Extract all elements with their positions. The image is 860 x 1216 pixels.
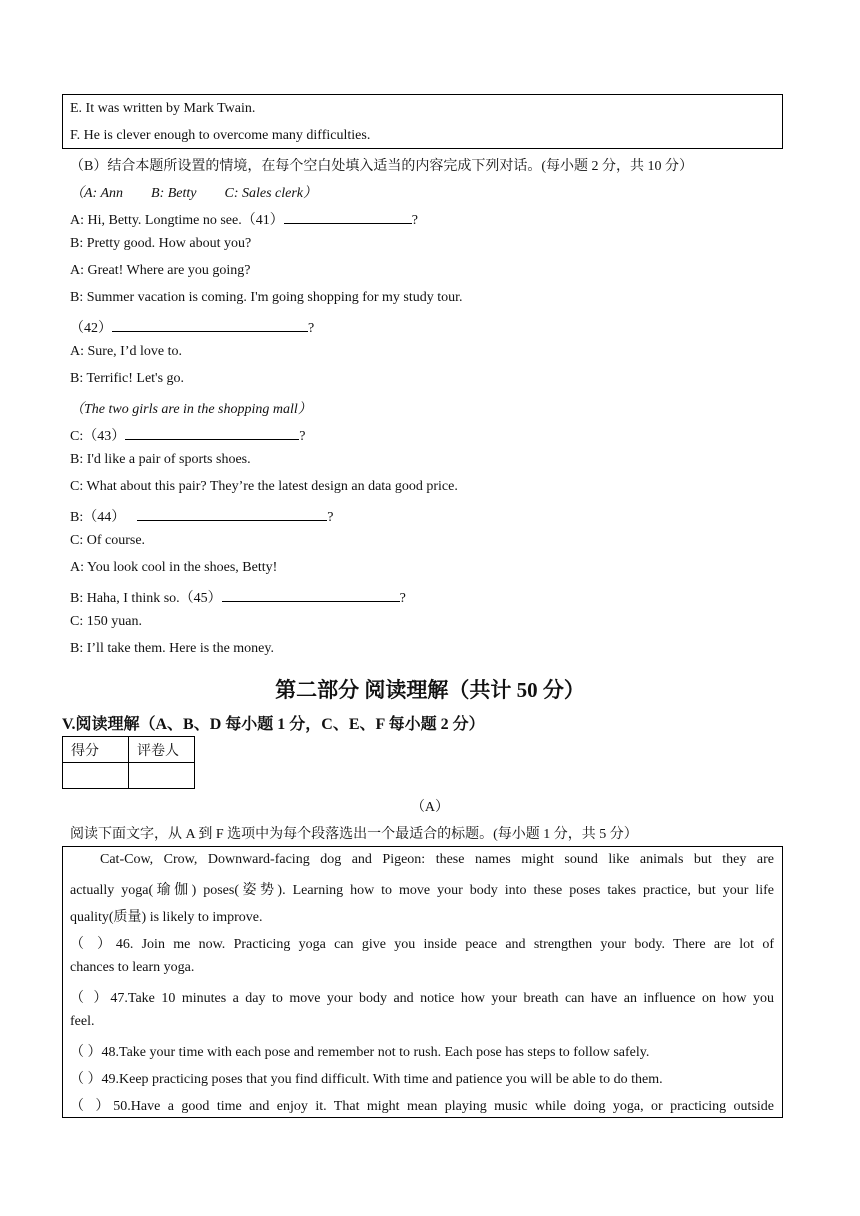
question-49: （ ）49.Keep practicing poses that you find difficult. With time and patience you will be able to do them. xyxy=(70,1072,663,1087)
section-a-instruction: 阅读下面文字，从 A 到 F 选项中为每个段落选出一个最适合的标题。(每小题 1 分，共 5 分） xyxy=(70,827,638,842)
question-mark: ? xyxy=(411,213,418,228)
question-46: （ ）46. Join me now. Practicing yoga can give you inside peace and strengthen your body. There are lot of xyxy=(70,937,774,952)
answer-blank-42[interactable] xyxy=(112,317,308,332)
question-48: （ ）48.Take your time with each pose and remember not to rush. Each pose has steps to follow safely. xyxy=(70,1045,650,1060)
dialogue-line: B: Terrific! Let's go. xyxy=(70,371,185,386)
passage-line: Cat-Cow, Crow, Downward-facing dog and Pigeon: these names might sound like animals but they are xyxy=(100,852,774,867)
section-b-instruction: （B）结合本题所设置的情境，在每个空白处填入适当的内容完成下列对话。(每小题 2 分，共 10 分） xyxy=(70,159,693,174)
dialogue-text: B:（44） xyxy=(70,510,126,525)
option-e: E. It was written by Mark Twain. xyxy=(70,101,256,116)
dialogue-text: （42） xyxy=(70,321,112,336)
dialogue-line: B: I’ll take them. Here is the money. xyxy=(70,641,274,656)
dialogue-line: A: Sure, I’d love to. xyxy=(70,344,182,359)
dialogue-line: B: Summer vacation is coming. I'm going shopping for my study tour. xyxy=(70,290,463,305)
dialogue-line: C: Of course. xyxy=(70,533,146,548)
dialogue-line: C: 150 yuan. xyxy=(70,614,142,629)
passage-line: actually yoga(瑜伽) poses(姿势). Learning how to move your body into these poses takes practice, but your life xyxy=(70,883,774,898)
dialogue-line: A: You look cool in the shoes, Betty! xyxy=(70,560,278,575)
part-two-title: 第二部分 阅读理解（共计 50 分） xyxy=(275,678,585,702)
dialogue-line-41 xyxy=(70,209,418,229)
dialogue-line: A: Great! Where are you going? xyxy=(70,263,251,278)
dialogue-roles: （A: Ann B: Betty C: Sales clerk） xyxy=(70,186,318,201)
answer-blank-43[interactable] xyxy=(125,425,299,440)
question-47-cont: feel. xyxy=(70,1014,95,1029)
score-table xyxy=(62,736,195,789)
grader-cell[interactable] xyxy=(129,763,195,789)
answer-blank-44[interactable] xyxy=(137,506,327,521)
dialogue-text: B: Haha, I think so.（45） xyxy=(70,591,222,606)
answer-blank-45[interactable] xyxy=(222,587,400,602)
question-mark: ? xyxy=(399,591,406,606)
dialogue-text: A: Hi, Betty. Longtime no see.（41） xyxy=(70,213,284,228)
option-f: F. He is clever enough to overcome many difficulties. xyxy=(70,128,371,143)
dialogue-line: C: What about this pair? They’re the latest design an data good price. xyxy=(70,479,458,494)
question-mark: ? xyxy=(299,429,306,444)
question-mark: ? xyxy=(308,321,315,336)
section-a-label: （A） xyxy=(410,800,450,815)
passage-line: quality(质量) is likely to improve. xyxy=(70,910,263,925)
answer-blank-41[interactable] xyxy=(284,209,412,224)
dialogue-line-42 xyxy=(70,317,314,337)
dialogue-line-43 xyxy=(70,425,305,445)
dialogue-line: B: Pretty good. How about you? xyxy=(70,236,252,251)
reading-subtitle: V.阅读理解（A、B、D 每小题 1 分，C、E、F 每小题 2 分） xyxy=(62,716,485,733)
question-50: （ ）50.Have a good time and enjoy it. That might mean playing music while doing yoga, or practicing outside xyxy=(70,1099,774,1114)
score-cell[interactable] xyxy=(63,763,129,789)
question-mark: ? xyxy=(327,510,334,525)
dialogue-text: C:（43） xyxy=(70,429,126,444)
dialogue-line-45 xyxy=(70,587,406,607)
score-header: 得分 xyxy=(63,737,129,763)
grader-header: 评卷人 xyxy=(129,737,195,763)
question-47: （ ）47.Take 10 minutes a day to move your body and notice how your breath can have an influence on how you xyxy=(70,991,774,1006)
dialogue-line: B: I'd like a pair of sports shoes. xyxy=(70,452,251,467)
question-46-cont: chances to learn yoga. xyxy=(70,960,195,975)
scene-note: （The two girls are in the shopping mall） xyxy=(70,402,312,417)
dialogue-line-44 xyxy=(70,506,333,526)
